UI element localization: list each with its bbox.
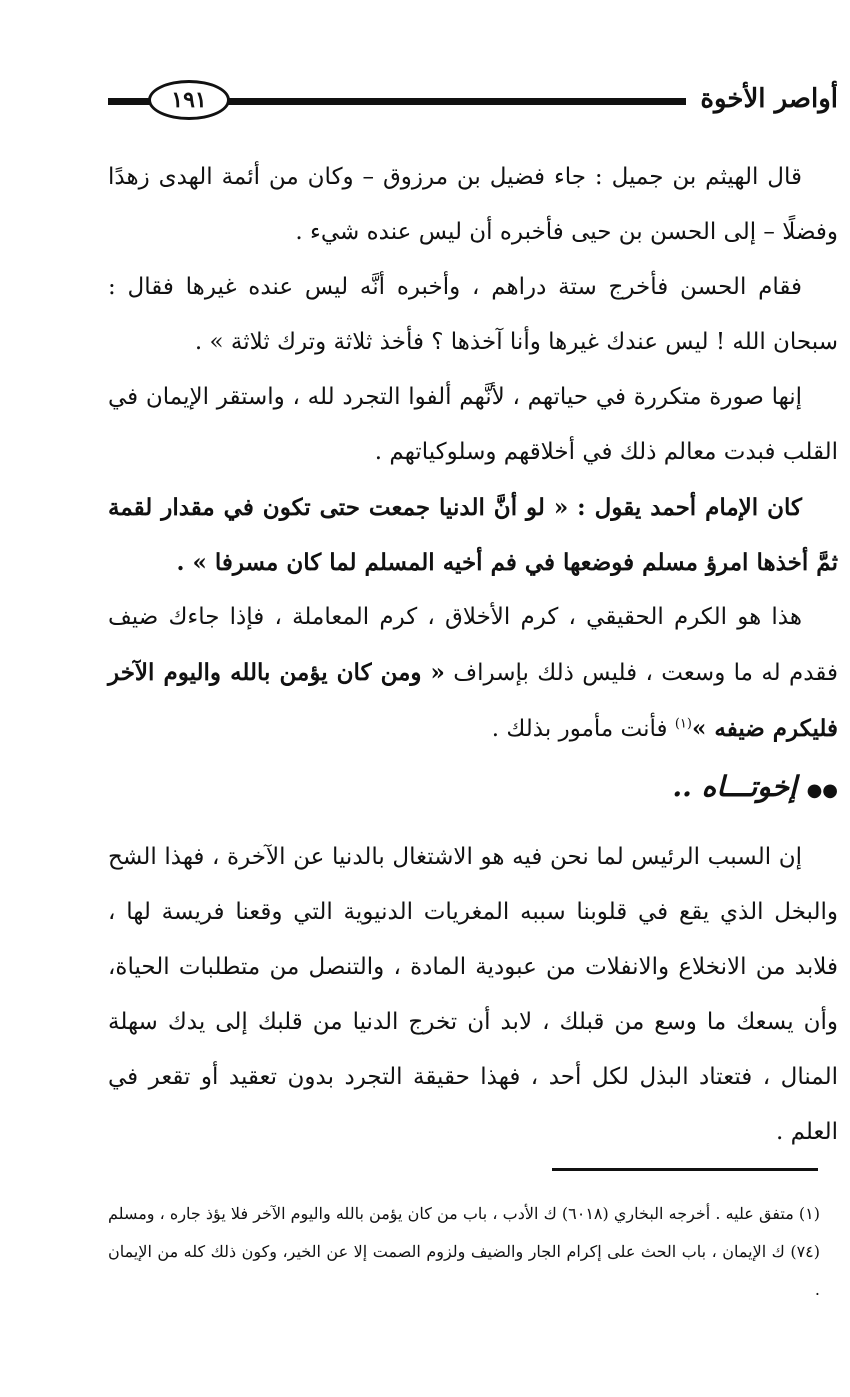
footnote-1: (١) متفق عليه . أخرجه البخاري (٦٠١٨) ك الأدب ، باب من كان يؤمن بالله واليوم الآخر فلا يؤذ جاره ، ومسلم (٧٤) ك الإيمان ، باب الحث على إكرام الجار والضيف ولزوم الصمت إلا عن الخير، وكون ذلك كله من الإيمان . — [108, 1204, 821, 1299]
paragraph-ahmad-quote: كان الإمام أحمد يقول : « لو أنَّ الدنيا جمعت حتى تكون في مقدار لقمة ثمَّ أخذها امرؤ مسلم فوضعها في فم أخيه المسلم لما كان مسرفا » . — [108, 494, 838, 576]
page-number: ١٩١ — [148, 80, 230, 120]
main-text-block — [108, 150, 838, 757]
footnote-separator — [552, 1168, 818, 1171]
running-title: أواصر الأخوة — [700, 84, 838, 114]
section-text-block — [108, 830, 838, 1160]
footnote-reference: (١) — [674, 716, 692, 732]
hadith-quote: « ومن كان يؤمن بالله واليوم الآخر فليكرم ضيفه » — [108, 659, 838, 742]
section-heading-title: إخوتـــاه .. — [672, 770, 797, 803]
bullet-icon: ●● — [806, 780, 838, 801]
paragraph-haitham: قال الهيثم بن جميل : جاء فضيل بن مرزوق – وكان من أئمة الهدى زهدًا وفضلًا – إلى الحسن بن حيى فأخبره أن ليس عنده شيء . — [108, 164, 838, 245]
karam-text: هذا هو الكرم الحقيقي ، كرم الأخلاق ، كرم المعاملة ، فإذا جاءك ضيف فقدم له ما وسعت ، فليس ذلك بإسراف — [108, 604, 838, 686]
header-rule-right — [226, 98, 686, 105]
page-header — [108, 78, 838, 126]
paragraph-section: إن السبب الرئيس لما نحن فيه هو الاشتغال بالدنيا عن الآخرة ، فهذا الشح والبخل الذي يقع في قلوبنا سببه المغريات الدنيوية التي وقعنا فريسة لها ، فلابد من الانخلاع والانفلات من عبودية المادة ، والتنصل من متطلبات الحياة، وأن يسعك ما وسع من قبلك ، لابد أن تخرج الدنيا من قلبك إلى يدك سهلة المنال ، فتعتاد البذل لكل أحد ، فهذا حقيقة التجرد بدون تعقيد أو تقعر في العلم . — [108, 844, 838, 1145]
paragraph-hasan: فقام الحسن فأخرج ستة دراهم ، وأخبره أنَّه ليس عنده غيرها فقال : سبحان الله ! ليس عندك غيرها وأنا آخذها ؟ فأخذ ثلاثة وترك ثلاثة » . — [108, 274, 838, 355]
paragraph-karam — [108, 590, 838, 757]
paragraph-tajarrud: إنها صورة متكررة في حياتهم ، لأنَّهم ألفوا التجرد لله ، واستقر الإيمان في القلب فبدت معالم ذلك في أخلاقهم وسلوكياتهم . — [108, 384, 838, 465]
footnotes — [108, 1195, 820, 1309]
section-heading — [672, 770, 838, 803]
karam-text-end: فأنت مأمور بذلك . — [491, 716, 675, 742]
